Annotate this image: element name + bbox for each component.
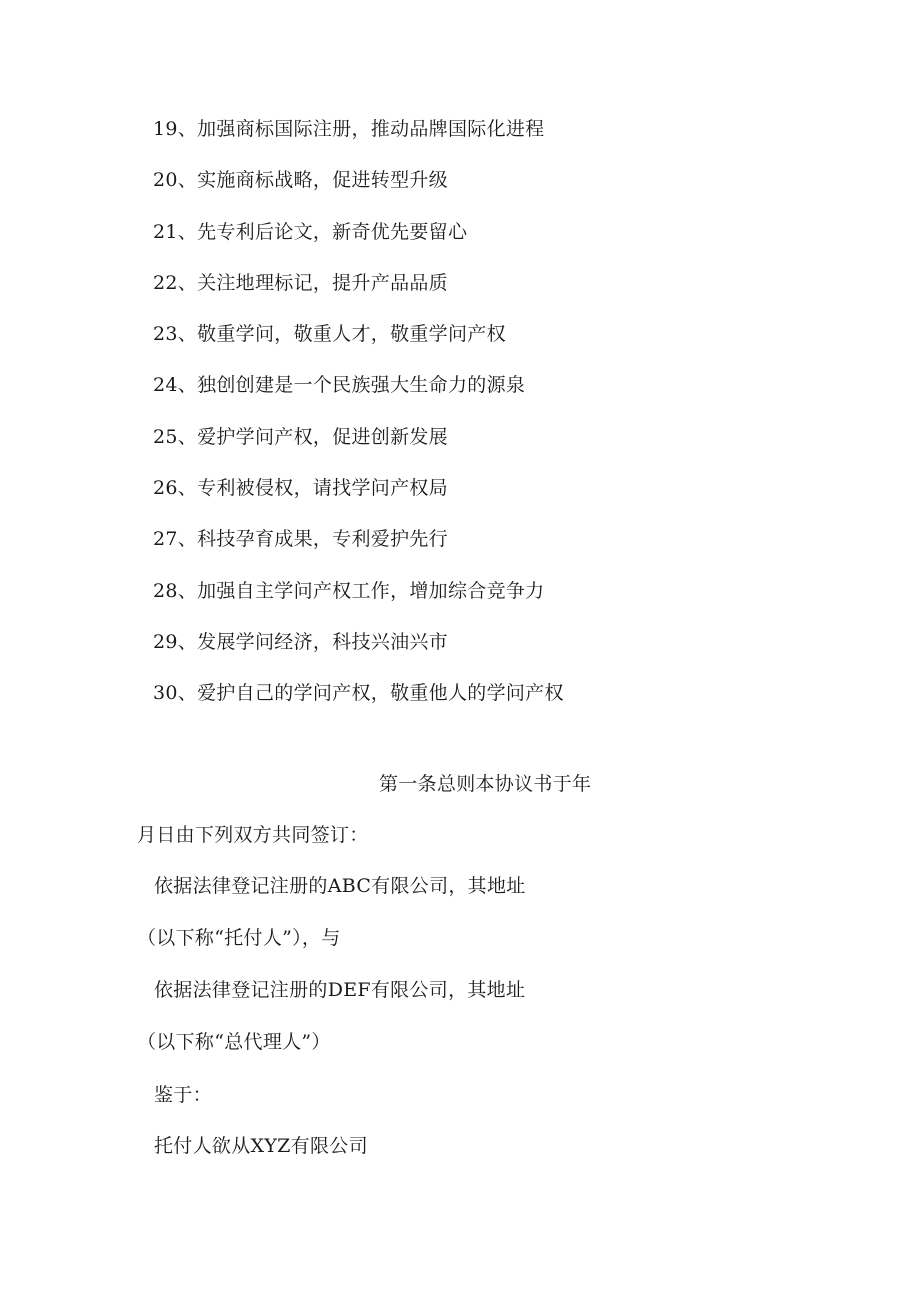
slogan-item: 23、敬重学问，敬重人才，敬重学问产权: [153, 323, 506, 346]
slogan-item: 25、爱护学问产权，促进创新发展: [153, 425, 448, 448]
slogan-item: 19、加强商标国际注册，推动品牌国际化进程: [153, 118, 545, 140]
slogan-item: 22、关注地理标记，提升产品品质: [153, 271, 448, 294]
agreement-paragraph: 依据法律登记注册的DEF有限公司，其地址: [154, 979, 526, 1001]
slogan-item: 29、发展学问经济，科技兴油兴市: [153, 630, 448, 653]
agreement-paragraph: （以下称“总代理人”）: [137, 1031, 331, 1053]
agreement-paragraph: 依据法律登记注册的ABC有限公司，其地址: [154, 875, 526, 897]
slogan-item: 21、先专利后论文，新奇优先要留心: [153, 220, 468, 243]
slogan-item: 28、加强自主学问产权工作，增加综合竞争力: [153, 579, 545, 602]
agreement-paragraph: 鉴于：: [154, 1084, 212, 1106]
slogan-item: 26、专利被侵权，请找学问产权局: [153, 477, 448, 500]
slogan-list: [153, 104, 564, 720]
agreement-paragraph: 月日由下列双方共同签订：: [137, 824, 369, 846]
agreement-paragraph: （以下称“托付人”），与: [137, 927, 341, 949]
agreement-paragraph: 托付人欲从XYZ有限公司: [154, 1135, 368, 1157]
slogan-item: 27、科技孕育成果，专利爱护先行: [153, 528, 448, 551]
slogan-item: 30、爱护自己的学问产权，敬重他人的学问产权: [153, 682, 564, 705]
slogan-item: 20、实施商标战略，促进转型升级: [153, 169, 448, 192]
slogan-item: 24、独创创建是一个民族强大生命力的源泉: [153, 374, 526, 397]
agreement-heading: 第一条总则本协议书于年: [379, 773, 592, 795]
